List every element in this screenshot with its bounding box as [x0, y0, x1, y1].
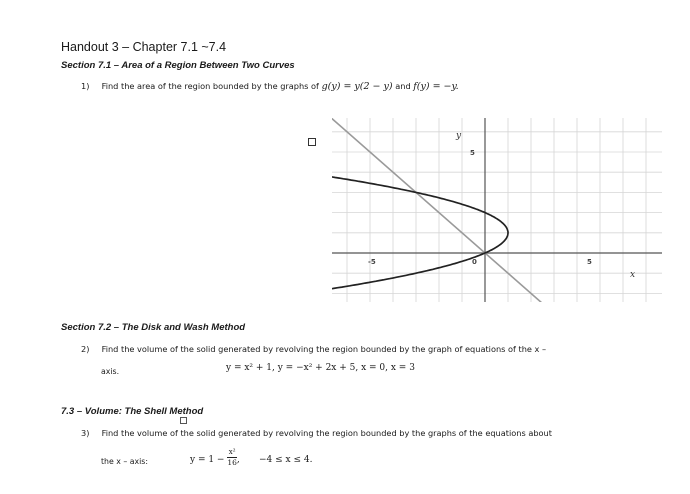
- problem-1-g-expression: g(y) = y(2 − y): [321, 81, 393, 92]
- problem-3-text: Find the volume of the solid generated by revolving the region bounded by the graphs of the equations about: [101, 428, 552, 438]
- graph-tick-x-5: 5: [587, 258, 592, 266]
- problem-3-eq-prefix: y = 1 −: [190, 455, 225, 465]
- problem-3-equation: [190, 450, 240, 469]
- graph-tick-x-neg5: -5: [368, 258, 376, 266]
- problem-1-and: and: [395, 81, 411, 91]
- problem-3-axis-words: the x – axis:: [101, 457, 148, 466]
- graph-y-label: y: [456, 131, 462, 141]
- problem-3-number: 3): [81, 428, 90, 438]
- graph-tick-origin: 0: [472, 258, 477, 266]
- graph-tick-y-5: 5: [470, 149, 475, 157]
- section-7-1-heading: Section 7.1 – Area of a Region Between Two Curves: [61, 60, 295, 71]
- problem-3-interval: −4 ≤ x ≤ 4.: [259, 455, 313, 465]
- section-7-3-checkbox[interactable]: [180, 417, 187, 424]
- handout-title: Handout 3 – Chapter 7.1 ~7.4: [61, 40, 227, 54]
- problem-3-comma: ,: [236, 455, 240, 465]
- section-7-2-heading: Section 7.2 – The Disk and Wash Method: [61, 322, 246, 333]
- problem-1-number: 1): [81, 81, 90, 91]
- graph-x-label: x: [630, 270, 636, 280]
- problem-2-number: 2): [81, 344, 90, 354]
- problem-2: [81, 344, 546, 354]
- problem-3-fraction: [227, 448, 237, 467]
- problem-2-equations: y = x² + 1, y = −x² + 2x + 5, x = 0, x = 3: [226, 363, 415, 373]
- problem-3-frac-denominator: 16: [227, 458, 237, 467]
- problem-1-period: .: [455, 81, 459, 92]
- problem-2-axis-word: axis.: [101, 367, 120, 376]
- section-7-3-heading: 7.3 – Volume: The Shell Method: [61, 406, 204, 417]
- problem-2-text: Find the volume of the solid generated by revolving the region bounded by the graph of equations of the x –: [101, 344, 547, 354]
- graph-grid: [324, 112, 669, 314]
- problem-3-frac-numerator: x²: [228, 448, 236, 456]
- parabola-g-of-y: [226, 172, 508, 303]
- problem-1-text: Find the area of the region bounded by the graphs of: [101, 81, 319, 91]
- problem-1-f-expression: f(y) = −y: [413, 81, 456, 92]
- problem-3: [81, 428, 552, 438]
